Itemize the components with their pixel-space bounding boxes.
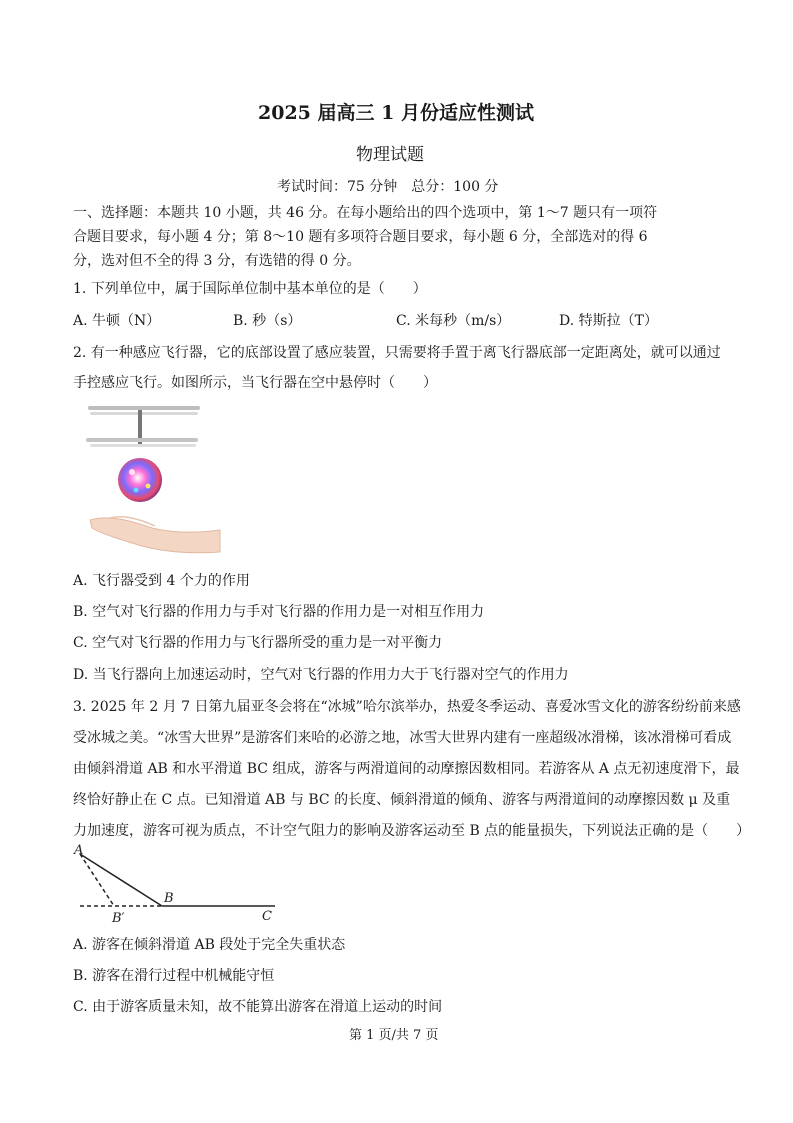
- q2-option-d: D. 当飞行器向上加速运动时，空气对飞行器的作用力大于飞行器对空气的作用力: [73, 667, 569, 683]
- glowing-ball-icon: [118, 458, 162, 502]
- q2-option-b: B. 空气对飞行器的作用力与手对飞行器的作用力是一对相互作用力: [73, 604, 485, 620]
- label-b-prime: B′: [112, 911, 125, 926]
- page-footer: 第 1 页/共 7 页: [349, 1028, 439, 1043]
- label-a: A: [74, 843, 84, 858]
- flying-ball-figure: [80, 402, 225, 557]
- section-instructions-line1: 一、选择题：本题共 10 小题，共 46 分。在每小题给出的四个选项中，第 1～7 题只有一项符: [73, 205, 658, 221]
- q1-option-c: C. 米每秒（m/s）: [396, 313, 511, 329]
- q3-option-a: A. 游客在倾斜滑道 AB 段处于完全失重状态: [73, 937, 346, 953]
- q2-stem-line2: 手控感应飞行。如图所示，当飞行器在空中悬停时（ ）: [73, 375, 437, 391]
- incline-ab: [80, 854, 162, 906]
- label-c: C: [262, 909, 272, 924]
- q2-option-c: C. 空气对飞行器的作用力与飞行器所受的重力是一对平衡力: [73, 635, 443, 651]
- q3-option-b: B. 游客在滑行过程中机械能守恒: [73, 968, 275, 984]
- q3-line3: 由倾斜滑道 AB 和水平滑道 BC 组成，游客与两滑道间的动摩擦因数相同。若游客从 A 点无初速度滑下，最: [73, 761, 740, 777]
- q1-option-d: D. 特斯拉（T）: [559, 313, 658, 329]
- q2-stem-line1: 2. 有一种感应飞行器，它的底部设置了感应装置，只需要将手置于离飞行器底部一定距离处，就可以通过: [73, 345, 721, 361]
- q3-line1: 3. 2025 年 2 月 7 日第九届亚冬会将在“冰城”哈尔滨举办，热爱冬季运动、喜爱冰雪文化的游客纷纷前来感: [73, 699, 741, 715]
- q1-option-a: A. 牛顿（N）: [73, 313, 161, 329]
- subject-title: 物理试题: [356, 145, 424, 165]
- q3-option-c: C. 由于游客质量未知，故不能算出游客在滑道上运动的时间: [73, 999, 443, 1015]
- rotor-icon: [86, 406, 200, 447]
- exam-info: 考试时间：75 分钟 总分：100 分: [277, 179, 499, 195]
- slide-diagram: [70, 842, 285, 927]
- line-ab-prime: [80, 854, 114, 906]
- q2-option-a: A. 飞行器受到 4 个力的作用: [73, 573, 250, 589]
- page-title: 2025 届高三 1 月份适应性测试: [258, 102, 534, 124]
- q3-line4: 终恰好静止在 C 点。已知滑道 AB 与 BC 的长度、倾斜滑道的倾角、游客与两滑道间的动摩擦因数 μ 及重: [73, 792, 731, 808]
- q1-option-b: B. 秒（s）: [233, 313, 302, 329]
- label-b: B: [164, 891, 174, 906]
- section-instructions-line2: 合题目要求，每小题 4 分；第 8～10 题有多项符合题目要求，每小题 6 分，全部选对的得 6: [73, 229, 648, 245]
- hand-icon: [90, 518, 220, 553]
- q3-line2: 受冰城之美。“冰雪大世界”是游客们来哈的必游之地，冰雪大世界内建有一座超级冰滑梯，该冰滑梯可看成: [73, 730, 732, 746]
- q1-stem: 1. 下列单位中，属于国际单位制中基本单位的是（ ）: [73, 281, 427, 297]
- q3-line5: 力加速度，游客可视为质点，不计空气阻力的影响及游客运动至 B 点的能量损失，下列说法正确的是（ ）: [73, 823, 751, 839]
- section-instructions-line3: 分，选对但不全的得 3 分，有选错的得 0 分。: [73, 253, 361, 269]
